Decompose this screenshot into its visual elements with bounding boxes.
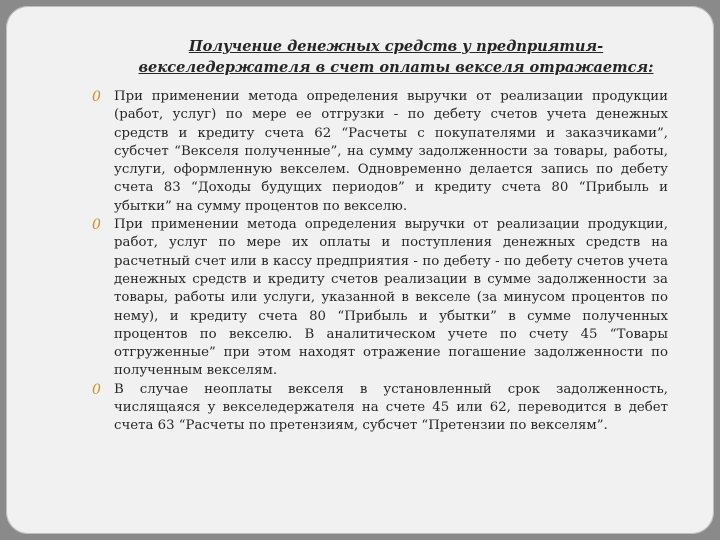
bullet-icon: 0: [92, 89, 101, 105]
list-item-text: При применении метода определения выручки от реализации продукции, работ, услуг по мере их оплаты и поступления денежных средств на расчетный счет или в кассу предприятия - по дебету - по дебету счетов учета денежных средств и кредиту счетов реализации в сумме задолженности за товары, работы или услуги, указанной в векселе (за минусом процентов по нему), и кредиту счета 80 “Прибыль и убытки” в сумме полученных процентов по векселю. В аналитическом учете по счету 45 “Товары отгруженные” при этом находят отражение погашение задолженности по полученным векселям.: [114, 217, 668, 379]
slide-title: [108, 36, 684, 78]
bullet-list: [92, 88, 668, 436]
list-item-text: При применении метода определения выручки от реализации продукции (работ, услуг) по мере ее отгрузки - по дебету счетов учета денежных средств и кредиту счета 62 “Расчеты с покупателями и заказчиками”, субсчет “Векселя полученные”, на сумму задолженности за товары, работы, услуги, оформленную векселем. Одновременно делается запись по дебету счета 83 “Доходы будущих периодов” и кредиту счета 80 “Прибыль и убытки” на сумму процентов по векселю.: [114, 89, 668, 214]
list-item: [92, 88, 668, 216]
title-line-1: Получение денежных средств у предприятия-: [188, 38, 604, 55]
list-item-text: В случае неоплаты векселя в установленный срок задолженность, числящаяся у векселедержателя на счете 45 или 62, переводится в дебет счета 63 “Расчеты по претензиям, субсчет “Претензии по векселям”.: [114, 381, 668, 434]
list-item: [92, 216, 668, 381]
slide: [6, 6, 714, 534]
title-line-2: векселедержателя в счет оплаты векселя отражается:: [138, 59, 654, 76]
bullet-icon: 0: [92, 381, 101, 398]
list-item: [92, 381, 668, 436]
bullet-icon: 0: [92, 217, 101, 234]
